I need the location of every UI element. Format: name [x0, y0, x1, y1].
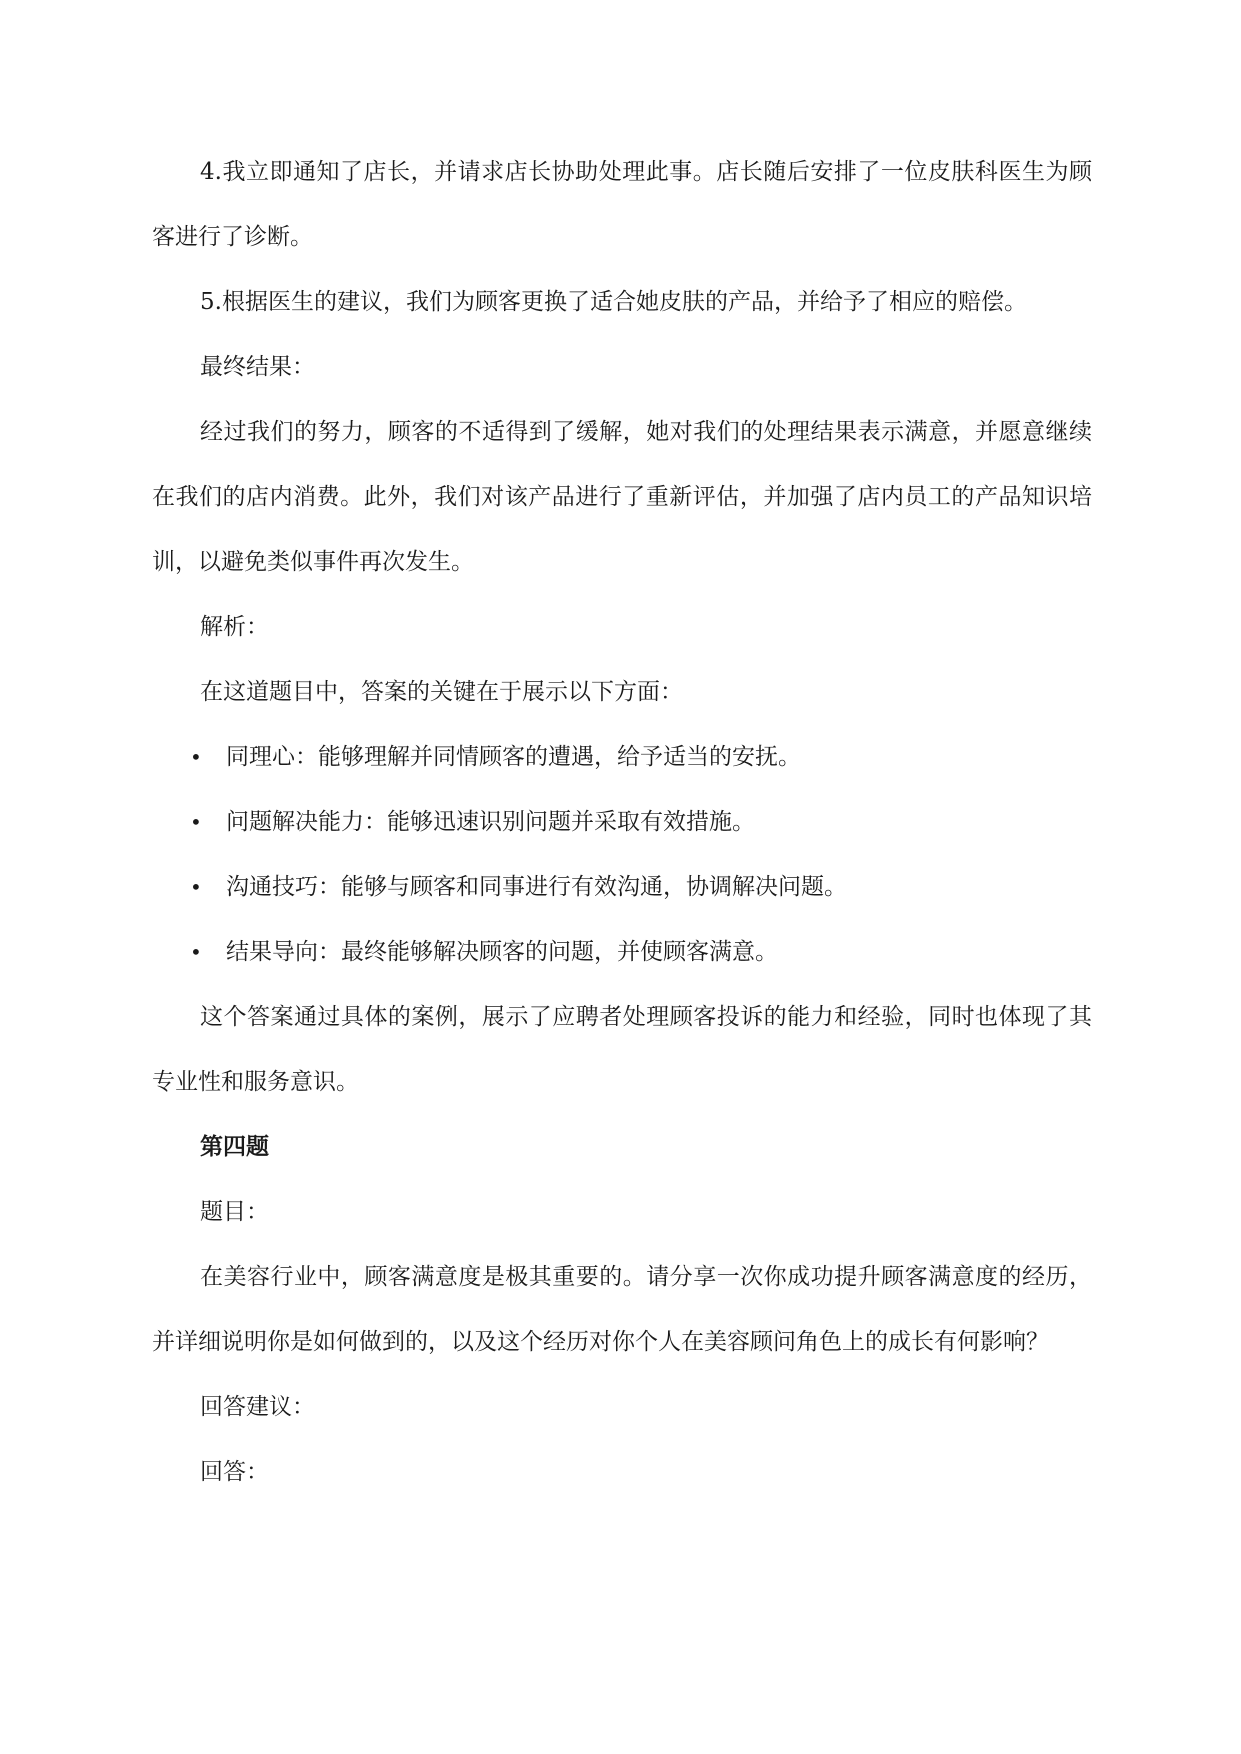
- list-item: [152, 725, 1092, 790]
- paragraph-step-5: 5.根据医生的建议，我们为顾客更换了适合她皮肤的产品，并给予了相应的赔偿。: [200, 289, 1027, 315]
- bullet-icon: •: [190, 745, 202, 769]
- answer-label: 回答：: [200, 1459, 269, 1485]
- list-item-text: 问题解决能力：能够迅速识别问题并采取有效措施。: [226, 809, 755, 835]
- list-item-text: 沟通技巧：能够与顾客和同事进行有效沟通，协调解决问题。: [226, 874, 847, 900]
- question-text: 在美容行业中，顾客满意度是极其重要的。请分享一次你成功提升顾客满意度的经历，并详细说明你是如何做到的，以及这个经历对你个人在美容顾问角色上的成长有何影响？: [152, 1264, 1092, 1355]
- analysis-intro: 在这道题目中，答案的关键在于展示以下方面：: [200, 679, 683, 705]
- bullet-icon: •: [190, 875, 202, 899]
- summary-paragraph: 这个答案通过具体的案例，展示了应聘者处理顾客投诉的能力和经验，同时也体现了其专业性和服务意识。: [152, 1004, 1092, 1095]
- section-heading: 第四题: [200, 1134, 269, 1160]
- list-item: [152, 790, 1092, 855]
- list-item: [152, 920, 1092, 985]
- list-item-text: 同理心：能够理解并同情顾客的遭遇，给予适当的安抚。: [226, 744, 801, 770]
- bullet-icon: •: [190, 940, 202, 964]
- question-label: 题目：: [200, 1199, 269, 1225]
- final-result-text: 经过我们的努力，顾客的不适得到了缓解，她对我们的处理结果表示满意，并愿意继续在我们的店内消费。此外，我们对该产品进行了重新评估，并加强了店内员工的产品知识培训，以避免类似事件再次发生。: [152, 419, 1092, 575]
- key-points-list: [152, 725, 1092, 985]
- document-page: [152, 140, 1092, 1505]
- bullet-icon: •: [190, 810, 202, 834]
- list-item: [152, 855, 1092, 920]
- list-item-text: 结果导向：最终能够解决顾客的问题，并使顾客满意。: [226, 939, 778, 965]
- analysis-label: 解析：: [200, 614, 269, 640]
- final-result-label: 最终结果：: [200, 354, 315, 380]
- advice-label: 回答建议：: [200, 1394, 315, 1420]
- paragraph-step-4: 4.我立即通知了店长，并请求店长协助处理此事。店长随后安排了一位皮肤科医生为顾客进行了诊断。: [152, 159, 1092, 250]
